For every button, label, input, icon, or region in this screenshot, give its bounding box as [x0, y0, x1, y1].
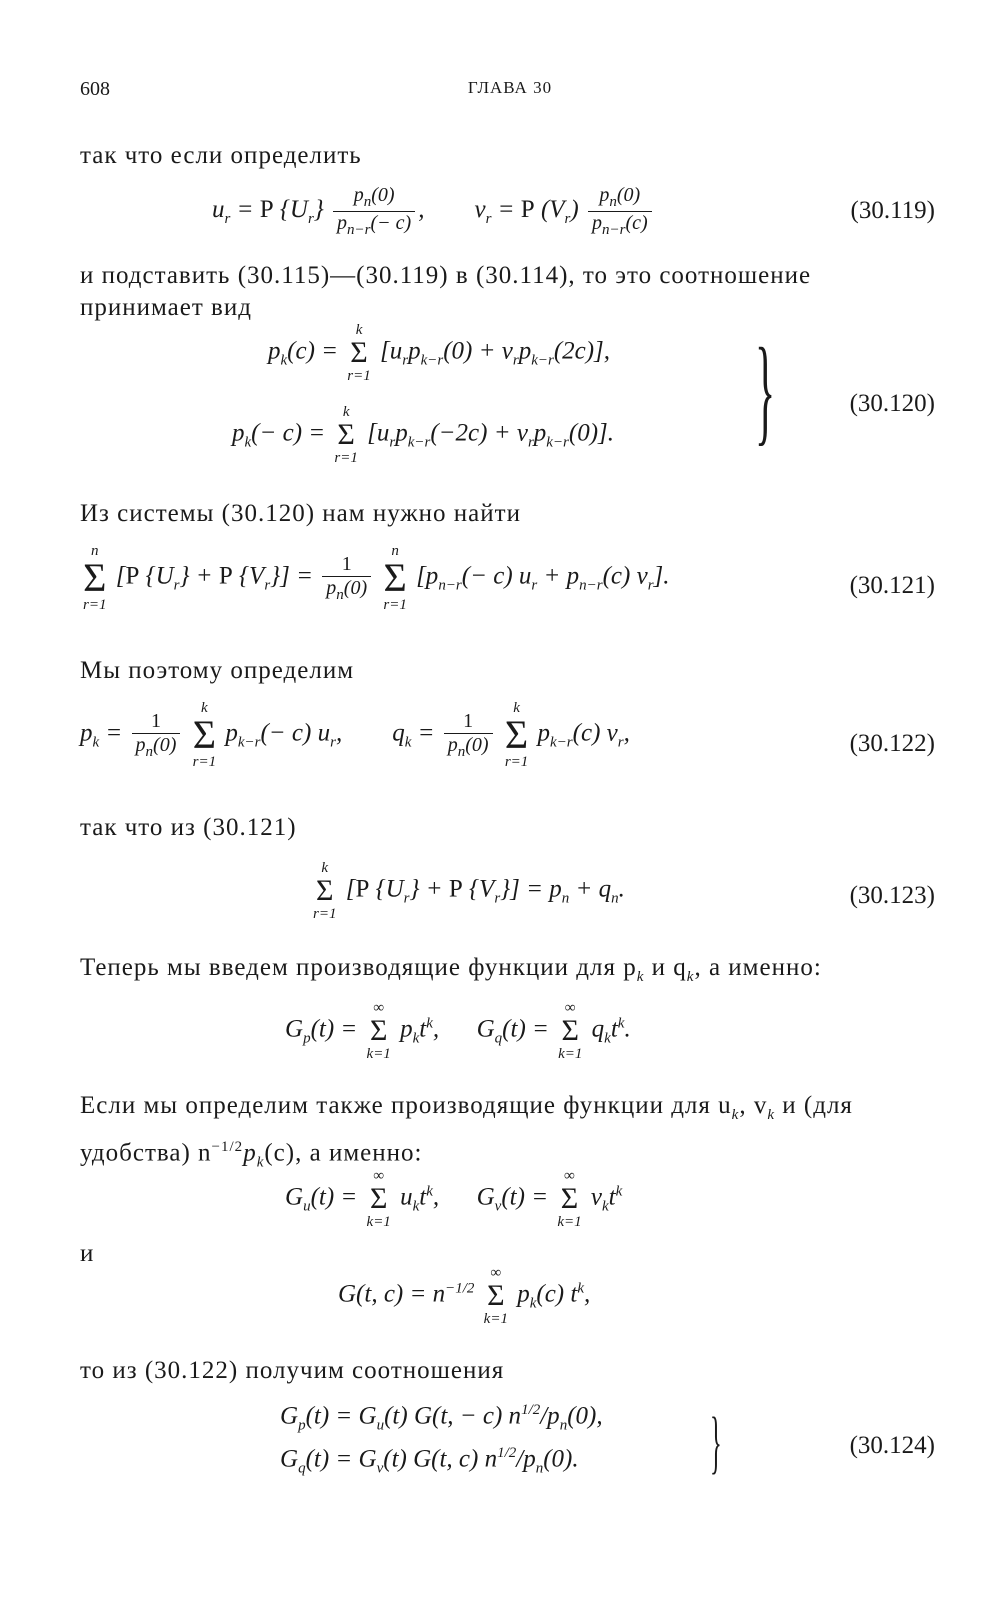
right-brace-120: } — [755, 323, 776, 456]
subscript: k — [256, 1154, 265, 1171]
equation-30-122: $p_k$ = $\frac{1}{p_n(0)}$ k Σ r=1 $p_{k-r}(- c)$ $u_r$, $q_k$ = $\frac{1}{p_n(0)}$ k Σ r=1 $p_{k-r}(c)$ $v_r$, — [80, 700, 630, 770]
equation-30-124-line2: $G_q(t) = G_v(t)$ G(t, c) $n^{1/2}/p_n(0)$. — [280, 1445, 579, 1477]
subscript: k — [636, 969, 645, 985]
paragraph-3: Из системы (30.120) нам нужно найти — [80, 500, 521, 527]
equation-number-120: (30.120) — [849, 390, 935, 417]
equation-generating-pq: $G_p(t)$ = ∞ Σ k=1 $p_kt^k$, $G_q(t)$ = ∞ Σ k=1 $q_kt^k$. — [285, 1000, 631, 1062]
paragraph-7-text-b: , v — [739, 1092, 768, 1119]
paragraph-6-text-c: , а именно: — [694, 954, 822, 981]
page-header — [80, 78, 940, 108]
paragraph-5: так что из (30.121) — [80, 814, 297, 841]
equation-number-122: (30.122) — [849, 730, 935, 757]
paragraph-4: Мы поэтому определим — [80, 657, 355, 684]
paragraph-7-text: Если мы определим также производящие функции для u — [80, 1092, 732, 1119]
paragraph-8: и — [80, 1240, 95, 1267]
paragraph-6-text-b: и q — [644, 954, 687, 981]
chapter-title: ГЛАВА 30 — [467, 78, 553, 97]
equation-30-121: n Σ r=1 [P $\{U_r\} + P$ $\{V_r\}$] = $\frac{1}{p_n(0)}$ n Σ r=1 [$p_{n-r}(- c) u_r + p_{n-r}(c)$ $v_r$]. — [83, 543, 670, 613]
equation-30-120-line1: $p_k(c)$ = k Σ r=1 $[u_rp_{k-r}(0) + v_rp_{k-r}(2c)]$, — [268, 322, 611, 384]
subscript: k — [767, 1107, 776, 1123]
equation-number-121: (30.121) — [849, 572, 935, 599]
equation-30-124-line1: $G_p(t) = G_u(t) G(t$, − c) $n^{1/2}/p_n(0)$, — [280, 1402, 603, 1434]
paragraph-9: то из (30.122) получим соотношения — [80, 1357, 505, 1384]
subscript: k — [731, 1107, 740, 1123]
equation-30-123: k Σ r=1 [P $\{U_r\} + P$ $\{V_r\}] = p_n + q_n$. — [313, 860, 625, 922]
paragraph-7 — [80, 1090, 940, 1178]
paragraph-6-text: Теперь мы введем производящие функции для p — [80, 954, 637, 981]
subscript: k — [686, 969, 695, 985]
paragraph-7-text-c: и (для удобства) n — [80, 1092, 853, 1167]
paragraph-1: так что если определить — [80, 142, 362, 169]
superscript: −1/2 — [211, 1139, 244, 1155]
paragraph-2: и подставить (30.115)—(30.119) в (30.114), то это соотношение принимает вид — [80, 262, 812, 321]
equation-generating-g: G(t, $c) = n^{-1/2}$ ∞ Σ k=1 $p_k(c)$ $t^k$, — [338, 1265, 591, 1327]
paragraph-6 — [80, 952, 940, 993]
paragraph-7-text-d: p — [243, 1139, 257, 1167]
equation-number-124: (30.124) — [849, 1432, 935, 1459]
equation-number-119: (30.119) — [850, 197, 935, 224]
equation-generating-uv: $G_u(t)$ = ∞ Σ k=1 $u_kt^k$, $G_v(t)$ = ∞ Σ k=1 $v_kt^k$ — [285, 1168, 623, 1230]
right-brace-124: } — [710, 1404, 722, 1481]
equation-30-120-line2: $p_k(- c)$ = k Σ r=1 $[u_rp_{k-r}(-2c) + v_rp_{k-r}(0)]$. — [232, 404, 615, 466]
page-number: 608 — [80, 78, 110, 100]
equation-number-123: (30.123) — [849, 882, 935, 909]
equation-30-119: $u_r = P$ $\{U_r\}$ $\frac{p_n(0)}{p_{n-r}(- c)}$ , $v_r = P$ $(V_r)$ $\frac{p_n(0)}{p_{n-r}(c)}$ — [212, 184, 655, 239]
paragraph-7-text-e: (c), а именно: — [264, 1139, 423, 1167]
